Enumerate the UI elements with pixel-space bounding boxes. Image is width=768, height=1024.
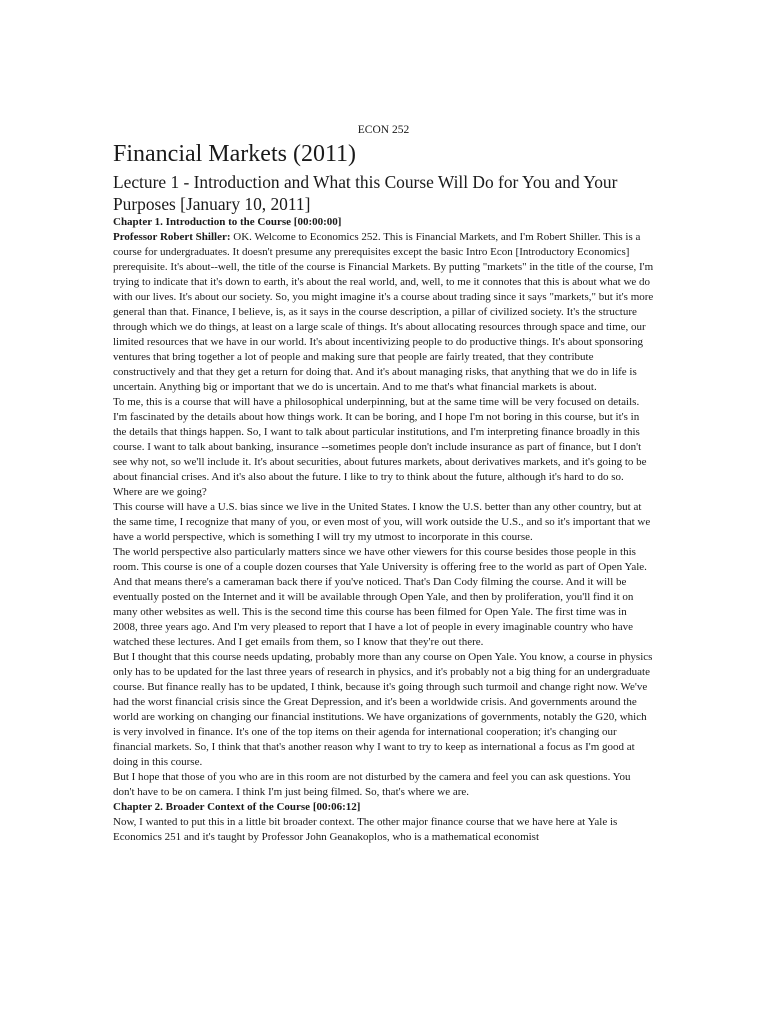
paragraph-1 (113, 230, 654, 395)
paragraph-3: This course will have a U.S. bias since we live in the United States. I know the U.S. better than any other country, but at the same time, I recognize that many of you, or even most of you, will work outside the U.S., and so it's important that we have a world perspective, which is something I will try my utmost to incorporate in this course. (113, 501, 651, 543)
paragraph-6: But I hope that those of you who are in this room are not disturbed by the camera and feel you can ask questions. You don't have to be on camera. I think I'm just being filmed. So, that's where we are. (113, 771, 631, 798)
chapter-1-heading: Chapter 1. Introduction to the Course [00:00:00] (113, 216, 342, 228)
lecture-subtitle: Lecture 1 - Introduction and What this Course Will Do for You and Your Purposes [January 10, 2011] (113, 172, 618, 214)
paragraph-1-text: OK. Welcome to Economics 252. This is Financial Markets, and I'm Robert Shiller. This is a course for undergraduates. It doesn't presume any prerequisites except the basic Intro Econ [Introductory Economics] prerequisite. It's about--well, the title of the course is Financial Markets. By putting "markets" in the title of the course, I'm trying to indicate that it's down to earth, it's about the real world, and, well, to me it connotes that this is about what we do with our lives. It's about our society. So, you might imagine it's a course about trading since it says "markets," but it's more general than that. Finance, I believe, is, as it says in the course description, a pillar of civilized society. It's the structure through which we do things, at least on a large scale of things. It's about allocating resources through space and time, our limited resources that we have in our world. It's about incentivizing people to do productive things. It's about sponsoring ventures that bring together a lot of people and making sure that people are fairly treated, that they contribute constructively and that they get a return for doing that. And it's about managing risks, that anything that we do in life is uncertain. Anything big or important that we do is uncertain. And to me that's what financial markets is about. (113, 231, 654, 393)
document-page (113, 124, 654, 845)
chapter-2-heading: Chapter 2. Broader Context of the Course [00:06:12] (113, 801, 361, 813)
paragraph-7: Now, I wanted to put this in a little bit broader context. The other major finance course that we have here at Yale is Economics 251 and it's taught by Professor John Geanakoplos, who is a mathematical economist (113, 816, 618, 843)
paragraph-2: To me, this is a course that will have a philosophical underpinning, but at the same time will be very focused on details. I'm fascinated by the details about how things work. It can be boring, and I hope I'm not boring in this course, but it's in the details that things happen. So, I want to talk about particular institutions, and I'm interpreting finance broadly in this course. I want to talk about banking, insurance --sometimes people don't include insurance as part of finance, but I don't see why not, so we'll include it. It's about securities, about futures markets, about derivatives markets, and it's going to be about financial crises. And it's also about the future. I like to try to think about the future, although it's hard to do so. Where are we going? (113, 396, 647, 498)
speaker-name: Professor Robert Shiller: (113, 231, 231, 243)
paragraph-5: But I thought that this course needs updating, probably more than any course on Open Yale. You know, a course in physics only has to be updated for the last three years of research in physics, and it's probably not a big thing for an undergraduate course. But finance really has to be updated, I think, because it's going through such turmoil and change right now. We've had the worst financial crisis since the Great Depression, and it's been a worldwide crisis. And governments around the world are working on changing our financial institutions. We have organizations of governments, notably the G20, which is very involved in finance. It's one of the top items on their agenda for international cooperation; it's changing our financial markets. So, I think that that's another reason why I want to try to keep as international a focus as I'm good at doing in this course. (113, 651, 653, 768)
document-title: Financial Markets (2011) (113, 141, 357, 167)
course-code: ECON 252 (357, 124, 410, 136)
paragraph-4: The world perspective also particularly matters since we have other viewers for this course besides those people in this room. This course is one of a couple dozen courses that Yale University is offering free to the world as part of Open Yale. And that means there's a cameraman back there if you've noticed. That's Dan Cody filming the course. And it will be eventually posted on the Internet and it will be available through Open Yale, and then by proliferation, you'll find it on many other websites as well. This is the second time this course has been filmed for Open Yale. The first time was in 2008, three years ago. And I'm very pleased to report that I have a lot of people in every imaginable country who have watched these lectures. And I get emails from them, so I know that they're out there. (113, 546, 647, 648)
